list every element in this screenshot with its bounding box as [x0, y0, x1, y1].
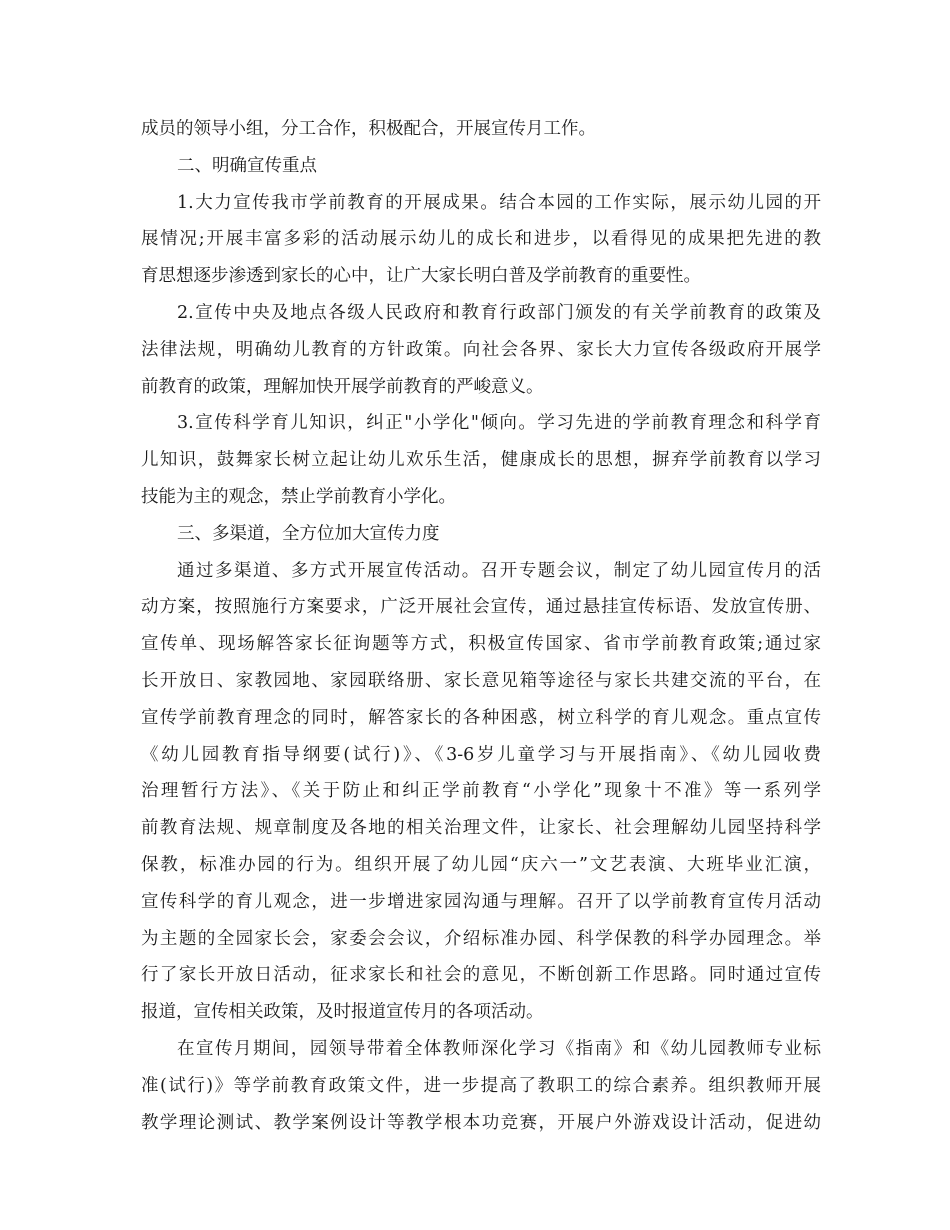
text-line: 1.大力宣传我市学前教育的开展成果。结合本园的工作实际，展示幼儿园的开	[177, 192, 821, 213]
text-line: 行了家长开放日活动，征求家长和社会的意见，不断创新工作思路。同时通过宣传	[141, 965, 821, 986]
document-body	[141, 111, 821, 1141]
text-line: 宣传学前教育理念的同时，解答家长的各种困惑，树立科学的育儿观念。重点宣传	[141, 707, 821, 728]
text-line: 3.宣传科学育儿知识，纠正"小学化"倾向。学习先进的学前教育理念和科学育	[177, 413, 821, 434]
text-line: 治理暂行方法》、《关于防止和纠正学前教育“小学化”现象十不准》等一系列学	[141, 781, 821, 802]
text-line: 技能为主的观念，禁止学前教育小学化。	[141, 486, 456, 507]
text-line: 保教，标准办园的行为。组织开展了幼儿园“庆六一”文艺表演、大班毕业汇演，	[141, 854, 821, 875]
text-line: 通过多渠道、多方式开展宣传活动。召开专题会议，制定了幼儿园宣传月的活	[177, 560, 821, 581]
text-line: 展情况;开展丰富多彩的活动展示幼儿的成长和进步，以看得见的成果把先进的教	[141, 229, 821, 250]
text-line: 在宣传月期间，园领导带着全体教师深化学习《指南》和《幼儿园教师专业标	[177, 1038, 821, 1059]
text-line: 教学理论测试、教学案例设计等教学根本功竞赛，开展户外游戏设计活动，促进幼	[141, 1112, 821, 1133]
text-line: 育思想逐步渗透到家长的心中，让广大家长明白普及学前教育的重要性。	[141, 266, 701, 287]
text-line: 《幼儿园教育指导纲要(试行)》、《3-6岁儿童学习与开展指南》、《幼儿园收费	[141, 744, 821, 765]
text-line: 成员的领导小组，分工合作，积极配合，开展宣传月工作。	[141, 119, 596, 139]
text-line: 前教育的政策，理解加快开展学前教育的严峻意义。	[141, 376, 544, 397]
text-line: 宣传科学的育儿观念，进一步增进家园沟通与理解。召开了以学前教育宣传月活动	[141, 891, 821, 912]
text-line: 报道，宣传相关政策，及时报道宣传月的各项活动。	[141, 1002, 544, 1023]
text-line: 长开放日、家教园地、家园联络册、家长意见箱等途径与家长共建交流的平台，在	[141, 670, 821, 691]
text-line: 动方案，按照施行方案要求，广泛开展社会宣传，通过悬挂宣传标语、发放宣传册、	[141, 597, 821, 618]
text-line: 前教育法规、规章制度及各地的相关治理文件，让家长、社会理解幼儿园坚持科学	[141, 818, 821, 839]
text-line: 为主题的全园家长会，家委会会议，介绍标准办园、科学保教的科学办园理念。举	[141, 928, 821, 949]
text-line: 儿知识，鼓舞家长树立起让幼儿欢乐生活，健康成长的思想，摒弃学前教育以学习	[141, 450, 821, 471]
text-line: 准(试行)》等学前教育政策文件，进一步提高了教职工的综合素养。组织教师开展	[141, 1075, 821, 1096]
text-line: 三、多渠道，全方位加大宣传力度	[177, 523, 440, 544]
text-line: 法律法规，明确幼儿教育的方针政策。向社会各界、家长大力宣传各级政府开展学	[141, 339, 821, 360]
text-line: 2.宣传中央及地点各级人民政府和教育行政部门颁发的有关学前教育的政策及	[177, 302, 821, 323]
text-line: 宣传单、现场解答家长征询题等方式，积极宣传国家、省市学前教育政策;通过家	[141, 634, 821, 655]
text-line: 二、明确宣传重点	[177, 155, 317, 176]
